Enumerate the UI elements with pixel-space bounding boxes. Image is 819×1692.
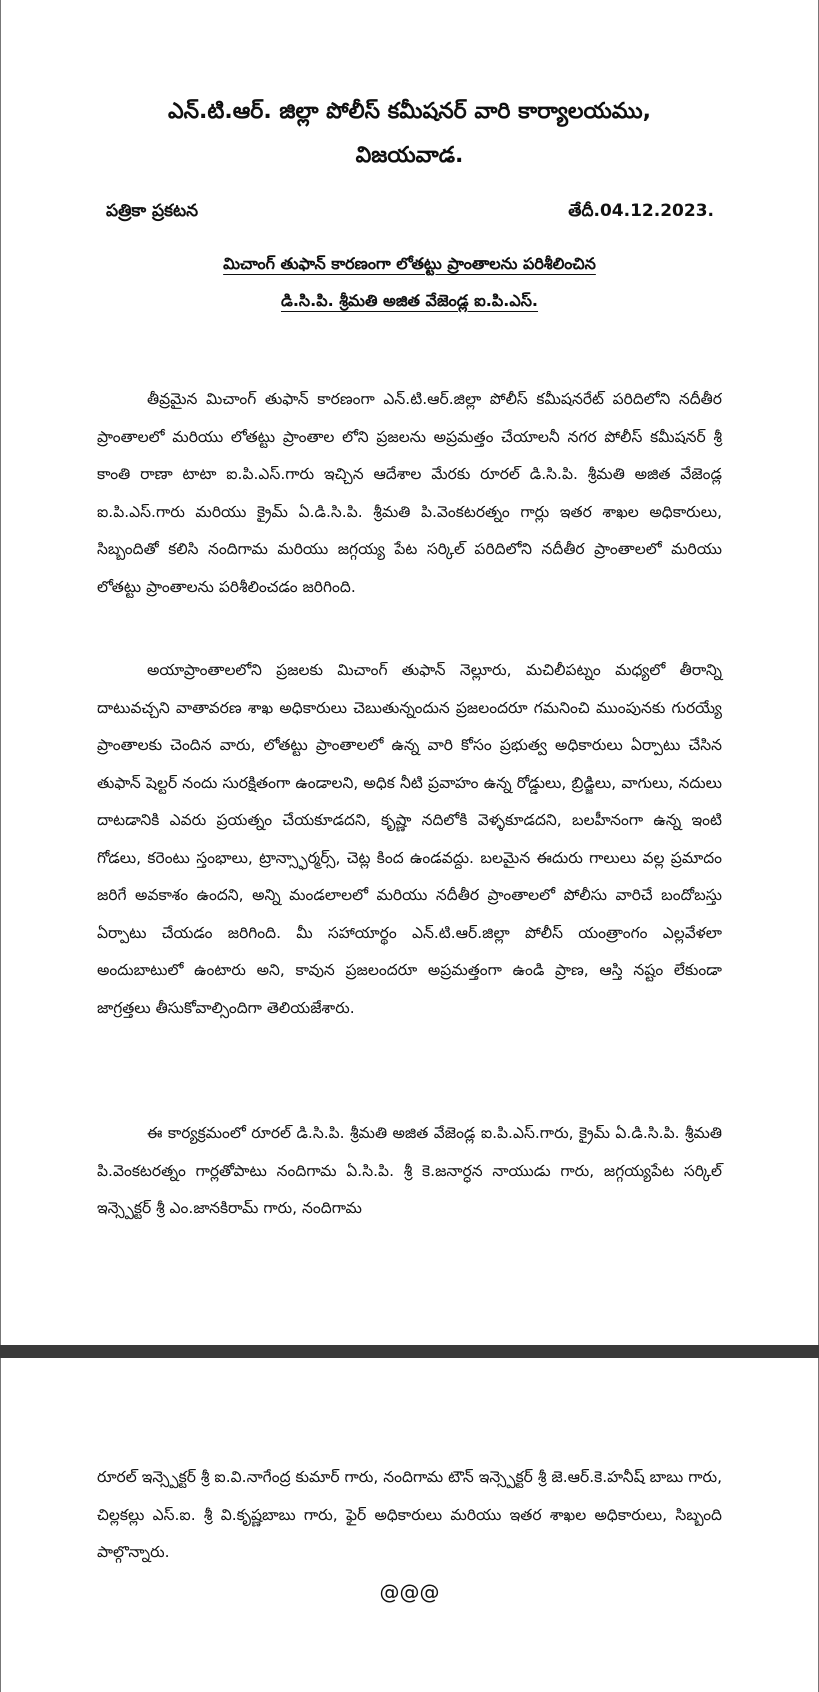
office-city: విజయవాడ. [355, 143, 464, 168]
body-paragraph-3-continued: రూరల్ ఇన్స్పెక్టర్ శ్రీ ఐ.వి.నాగేంద్ర కుమార్ గారు, నందిగామ టౌన్ ఇన్స్పెక్టర్ శ్రీ జె.ఆర్.కె.హనీష్ బాబు గారు, చిల్లకల్లు ఎస్.ఐ. శ్రీ వి.కృష్ణబాబు గారు, ఫైర్ అధికారులు మరియు ఇతర శాఖల అధికారులు, సిబ్బంది పాల్గొన్నారు. [97, 1468, 722, 1561]
subheading-line-2 [1, 285, 818, 317]
end-mark: @@@ [379, 1580, 440, 1604]
body-paragraph-1: తీవ్రమైన మిచాంగ్ తుఫాన్ కారణంగా ఎన్.టి.ఆర్.జిల్లా పోలీస్ కమీషనరేట్ పరిదిలోని నదీతీర ప్రాంతాలలో మరియు లోతట్టు ప్రాంతాల లోని ప్రజలను అప్రమత్తం చేయాలనీ నగర పోలీస్ కమీషనర్ శ్రీ కాంతి రాణా టాటా ఐ.పి.ఎస్.గారు ఇచ్చిన ఆదేశాల మేరకు రూరల్ డి.సి.పి. శ్రీమతి అజిత వేజెండ్ల ఐ.పి.ఎస్.గారు మరియు క్రైమ్ ఏ.డి.సి.పి. శ్రీమతి పి.వెంకటరత్నం గార్లు ఇతర శాఖల అధికారులు, సిబ్బందితో కలిసి నందిగామ మరియు జగ్గయ్య పేట సర్కిల్ పరిదిలోని నదీతీర ప్రాంతాలలో మరియు లోతట్టు ప్రాంతాలను పరిశీలించడం జరిగింది. [97, 390, 722, 596]
office-title: ఎన్.టి.ఆర్. జిల్లా పోలీస్ కమీషనర్ వారి కార్యాలయము, [167, 99, 652, 124]
page-break [0, 1345, 819, 1358]
document-page-2 [0, 1358, 819, 1692]
subheading-text-2: డి.సి.పి. శ్రీమతి అజిత వేజెండ్ల ఐ.పి.ఎస్. [280, 291, 539, 310]
subheading-line-1 [1, 248, 818, 280]
release-date: తేదీ.04.12.2023. [568, 201, 714, 221]
body-paragraph-2: అయాప్రాంతాలలోని ప్రజలకు మిచాంగ్ తుఫాన్ నెల్లూరు, మచిలీపట్నం మధ్యలో తీరాన్ని దాటువచ్చని వాతావరణ శాఖ అధికారులు చెబుతున్నందున ప్రజలందరూ గమనించి ముంపునకు గురయ్యే ప్రాంతాలకు చెందిన వారు, లోతట్టు ప్రాంతాలలో ఉన్న వారి కోసం ప్రభుత్వ అధికారులు ఏర్పాటు చేసిన తుఫాన్ షెల్టర్ నందు సురక్షితంగా ఉండాలని, అధిక నీటి ప్రవాహం ఉన్న రోడ్డులు, బ్రిడ్జిలు, వాగులు, నదులు దాటడానికి ఎవరు ప్రయత్నం చేయకూడదని, కృష్ణా నదిలోకి వెళ్ళకూడదని, బలహీనంగా ఉన్న ఇంటి గోడలు, కరెంటు స్తంభాలు, ట్రాన్స్ఫార్మర్స్, చెట్ల కింద ఉండవద్దు. బలమైన ఈదురు గాలులు వల్ల ప్రమాదం జరిగే అవకాశం ఉందని, అన్ని మండలాలలో మరియు నదీతీర ప్రాంతాలలో పోలీసు వారిచే బందోబస్తు ఏర్పాటు చేయడం జరిగింది. మీ సహాయార్థం ఎన్.టి.ఆర్.జిల్లా పోలీస్ యంత్రాంగం ఎల్లవేళలా అందుబాటులో ఉంటారు అని, కావున ప్రజలందరూ అప్రమత్తంగా ఉండి ప్రాణ, ఆస్తి నష్టం లేకుండా జాగ్రత్తలు తీసుకోవాల్సిందిగా తెలియజేశారు. [97, 661, 722, 1017]
subheading-text-1: మిచాంగ్ తుఫాన్ కారణంగా లోతట్టు ప్రాంతాలను పరిశీలించిన [223, 254, 596, 273]
body-paragraph-3: ఈ కార్యక్రమంలో రూరల్ డి.సి.పి. శ్రీమతి అజిత వేజెండ్ల ఐ.పి.ఎస్.గారు, క్రైమ్ ఏ.డి.సి.పి. శ్రీమతి పి.వెంకటరత్నం గార్లతోపాటు నందిగామ ఏ.సి.పి. శ్రీ కె.జనార్ధన నాయుడు గారు, జగ్గయ్యపేట సర్కిల్ ఇన్స్పెక్టర్ శ్రీ ఎం.జానకిరామ్ గారు, నందిగామ [97, 1124, 722, 1217]
press-release-label: పత్రికా ప్రకటన [106, 201, 199, 221]
